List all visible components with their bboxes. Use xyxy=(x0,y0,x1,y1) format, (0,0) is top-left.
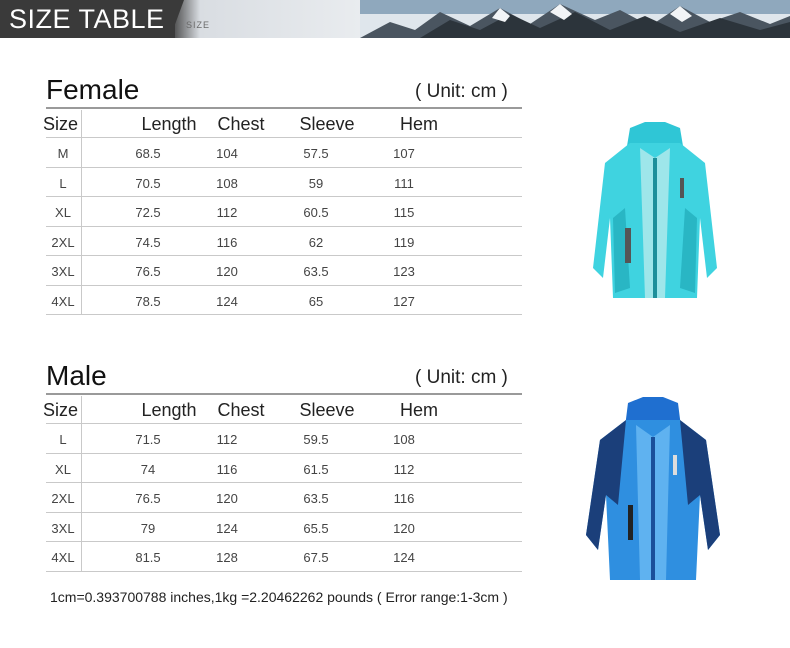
measurement-cell: 112 xyxy=(216,432,238,447)
male-table-topline xyxy=(46,393,522,395)
measurement-cell: 76.5 xyxy=(135,264,161,279)
male-size-table xyxy=(43,396,522,576)
table-row xyxy=(46,197,522,227)
male-column-header: Size xyxy=(43,400,79,420)
measurement-cell: 59 xyxy=(308,175,324,191)
measurement-cell: 79 xyxy=(140,520,156,536)
table-row xyxy=(46,227,522,257)
banner-notch xyxy=(170,0,184,38)
measurement-cell: 128 xyxy=(216,550,238,565)
size-cell: L xyxy=(59,175,67,191)
measurement-cell: 112 xyxy=(216,205,238,220)
measurement-cell: 78.5 xyxy=(135,293,161,309)
measurement-cell: 124 xyxy=(393,550,415,565)
male-column-header: Length xyxy=(141,400,197,420)
measurement-cell: 116 xyxy=(216,234,238,250)
female-table-topline xyxy=(46,107,522,109)
measurement-cell: 74.5 xyxy=(135,234,161,250)
measurement-cell: 63.5 xyxy=(303,491,329,506)
conversion-note: 1cm=0.393700788 inches,1kg =2.20462262 pounds ( Error range:1-3cm ) xyxy=(50,589,508,605)
measurement-cell: 119 xyxy=(393,234,415,250)
table-row xyxy=(46,286,522,316)
measurement-cell: 104 xyxy=(216,146,238,161)
measurement-cell: 111 xyxy=(394,175,414,191)
size-cell: XL xyxy=(55,205,71,220)
table-row xyxy=(46,513,522,543)
measurement-cell: 67.5 xyxy=(303,550,329,565)
measurement-cell: 108 xyxy=(393,432,415,447)
measurement-cell: 108 xyxy=(216,175,238,191)
mountain-banner-image xyxy=(360,0,790,38)
measurement-cell: 62 xyxy=(308,234,324,250)
male-jacket-image xyxy=(578,395,728,595)
table-row xyxy=(46,483,522,513)
measurement-cell: 116 xyxy=(216,461,238,477)
measurement-cell: 81.5 xyxy=(135,550,161,565)
size-cell: 3XL xyxy=(51,264,75,279)
size-cell: 2XL xyxy=(51,491,75,506)
table-row xyxy=(46,138,522,168)
male-column-header: Hem xyxy=(399,400,439,420)
male-unit-label: ( Unit: cm ) xyxy=(415,367,508,388)
measurement-cell: 76.5 xyxy=(135,491,161,506)
size-cell: XL xyxy=(55,461,71,477)
measurement-cell: 120 xyxy=(393,520,415,536)
page-subtitle: SIZE xyxy=(186,20,211,30)
header-banner xyxy=(0,0,790,38)
female-size-table xyxy=(43,110,522,320)
measurement-cell: 65.5 xyxy=(303,520,329,536)
measurement-cell: 63.5 xyxy=(303,264,329,279)
table-row xyxy=(46,168,522,198)
page-title: SIZE TABLE xyxy=(9,4,165,34)
measurement-cell: 115 xyxy=(393,205,415,220)
row-divider xyxy=(46,571,522,572)
male-section-title: Male xyxy=(46,360,107,391)
measurement-cell: 59.5 xyxy=(303,432,329,447)
measurement-cell: 120 xyxy=(216,491,238,506)
size-cell: 2XL xyxy=(51,234,75,250)
measurement-cell: 120 xyxy=(216,264,238,279)
size-cell: 4XL xyxy=(51,293,75,309)
female-section-title: Female xyxy=(46,74,140,105)
measurement-cell: 124 xyxy=(216,520,238,536)
measurement-cell: 124 xyxy=(216,293,238,309)
male-column-header: Chest xyxy=(217,400,265,420)
measurement-cell: 60.5 xyxy=(303,205,329,220)
measurement-cell: 123 xyxy=(393,264,415,279)
measurement-cell: 68.5 xyxy=(135,146,161,161)
table-row xyxy=(46,256,522,286)
female-column-header: Chest xyxy=(217,114,265,134)
female-column-header: Hem xyxy=(399,114,439,134)
female-header-row xyxy=(43,110,522,138)
table-row xyxy=(46,454,522,484)
male-header-row xyxy=(43,396,522,424)
female-unit-label: ( Unit: cm ) xyxy=(415,81,508,102)
male-column-header: Sleeve xyxy=(299,400,355,420)
female-column-header: Sleeve xyxy=(299,114,355,134)
size-column-divider xyxy=(81,110,82,315)
measurement-cell: 74 xyxy=(140,461,156,477)
measurement-cell: 70.5 xyxy=(135,175,161,191)
measurement-cell: 57.5 xyxy=(303,146,329,161)
measurement-cell: 116 xyxy=(393,491,415,506)
table-row xyxy=(46,424,522,454)
measurement-cell: 71.5 xyxy=(135,432,161,447)
table-row xyxy=(46,542,522,572)
row-divider xyxy=(46,314,522,315)
size-cell: 3XL xyxy=(51,520,75,536)
female-column-header: Size xyxy=(43,114,79,134)
measurement-cell: 107 xyxy=(393,146,415,161)
measurement-cell: 72.5 xyxy=(135,205,161,220)
size-cell: L xyxy=(59,432,67,447)
measurement-cell: 112 xyxy=(393,461,415,477)
measurement-cell: 65 xyxy=(308,293,324,309)
measurement-cell: 61.5 xyxy=(303,461,329,477)
female-column-header: Length xyxy=(141,114,197,134)
measurement-cell: 127 xyxy=(393,293,415,309)
size-cell: M xyxy=(57,146,69,161)
female-jacket-image xyxy=(585,118,725,313)
size-cell: 4XL xyxy=(51,550,75,565)
size-column-divider xyxy=(81,396,82,572)
